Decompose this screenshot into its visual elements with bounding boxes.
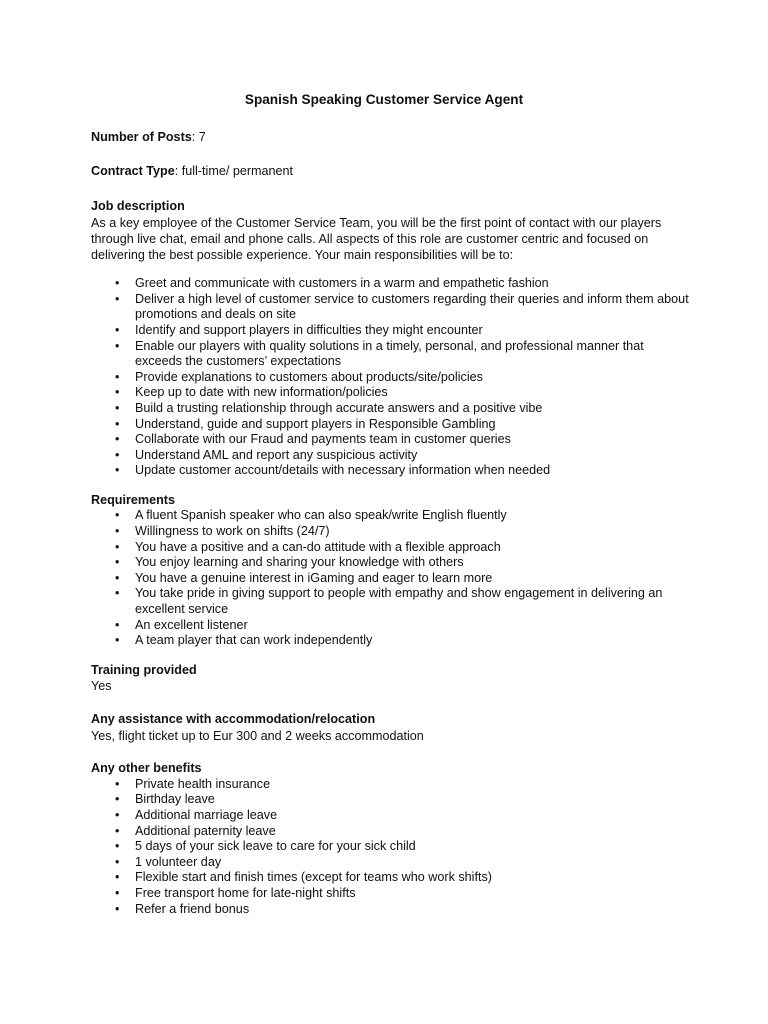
requirements-list [91, 508, 691, 648]
list-item-text: You take pride in giving support to people with empathy and show engagement in delivering an excellent service [135, 586, 663, 617]
bullet-icon: • [115, 291, 120, 306]
list-item-text: A fluent Spanish speaker who can also speak/write English fluently [135, 508, 507, 523]
bullet-icon: • [115, 839, 120, 854]
list-item [91, 276, 691, 292]
list-item-text: 1 volunteer day [135, 854, 222, 869]
list-item [91, 886, 691, 902]
bullet-icon: • [115, 369, 120, 384]
list-item-text: Provide explanations to customers about products/site/policies [135, 369, 483, 384]
list-item [91, 463, 691, 479]
contract-type [91, 164, 691, 180]
list-item-text: Greet and communicate with customers in a warm and empathetic fashion [135, 276, 549, 291]
bullet-icon: • [115, 633, 120, 648]
list-item [91, 540, 691, 556]
list-item-text: You have a positive and a can-do attitude with a flexible approach [135, 539, 501, 554]
list-item-text: Private health insurance [135, 776, 271, 791]
bullet-icon: • [115, 508, 120, 523]
bullet-icon: • [115, 432, 120, 447]
list-item [91, 870, 691, 886]
bullet-icon: • [115, 385, 120, 400]
list-item-text: Deliver a high level of customer service to customers regarding their queries and inform them about promotions and deals on site [135, 291, 689, 322]
list-item-text: A team player that can work independently [135, 633, 373, 648]
list-item [91, 448, 691, 464]
list-item [91, 855, 691, 871]
benefits-list [91, 777, 691, 917]
list-item [91, 571, 691, 587]
number-of-posts [91, 130, 691, 146]
list-item [91, 808, 691, 824]
list-item [91, 586, 691, 617]
list-item-text: Refer a friend bonus [135, 901, 250, 916]
bullet-icon: • [115, 586, 120, 601]
list-item-text: Identify and support players in difficulties they might encounter [135, 322, 483, 337]
document-body [91, 92, 691, 931]
bullet-icon: • [115, 322, 120, 337]
list-item [91, 824, 691, 840]
requirements-heading: Requirements [91, 492, 175, 507]
bullet-icon: • [115, 823, 120, 838]
list-item [91, 618, 691, 634]
list-item-text: Birthday leave [135, 792, 215, 807]
accommodation-heading: Any assistance with accommodation/relocation [91, 712, 376, 726]
training-value: Yes [91, 679, 112, 694]
list-item-text: Willingness to work on shifts (24/7) [135, 524, 330, 539]
list-item-text: Additional paternity leave [135, 823, 276, 838]
list-item-text: Free transport home for late-night shifts [135, 885, 356, 900]
page-title: Spanish Speaking Customer Service Agent [244, 92, 524, 107]
list-item-text: Additional marriage leave [135, 807, 278, 822]
list-item-text: Flexible start and finish times (except for teams who work shifts) [135, 870, 492, 885]
list-item [91, 292, 691, 323]
list-item [91, 370, 691, 386]
training-heading: Training provided [91, 662, 197, 677]
bullet-icon: • [115, 854, 120, 869]
bullet-icon: • [115, 463, 120, 478]
bullet-icon: • [115, 807, 120, 822]
posts-label: Number of Posts [91, 129, 192, 144]
list-item-text: You enjoy learning and sharing your knowledge with others [135, 555, 464, 570]
accommodation-value: Yes, flight ticket up to Eur 300 and 2 weeks accommodation [91, 728, 424, 743]
list-item [91, 902, 691, 918]
list-item-text: Understand, guide and support players in Responsible Gambling [135, 416, 496, 431]
list-item [91, 555, 691, 571]
posts-value: : 7 [191, 129, 206, 144]
bullet-icon: • [115, 617, 120, 632]
list-item [91, 417, 691, 433]
job-description-heading: Job description [91, 198, 185, 213]
list-item-text: An excellent listener [135, 617, 248, 632]
contract-label: Contract Type [91, 164, 175, 179]
list-item [91, 432, 691, 448]
list-item-text: Build a trusting relationship through accurate answers and a positive vibe [135, 400, 543, 415]
bullet-icon: • [115, 901, 120, 916]
bullet-icon: • [115, 447, 120, 462]
bullet-icon: • [115, 870, 120, 885]
list-item-text: Update customer account/details with necessary information when needed [135, 463, 551, 478]
list-item-text: Collaborate with our Fraud and payments team in customer queries [135, 432, 511, 447]
bullet-icon: • [115, 792, 120, 807]
list-item-text: Understand AML and report any suspicious activity [135, 447, 418, 462]
contract-value: : full-time/ permanent [174, 164, 294, 179]
bullet-icon: • [115, 524, 120, 539]
benefits-heading: Any other benefits [91, 761, 202, 776]
list-item [91, 385, 691, 401]
bullet-icon: • [115, 555, 120, 570]
bullet-icon: • [115, 539, 120, 554]
list-item [91, 323, 691, 339]
bullet-icon: • [115, 400, 120, 415]
list-item [91, 633, 691, 649]
list-item [91, 508, 691, 524]
list-item-text: You have a genuine interest in iGaming and eager to learn more [135, 570, 493, 585]
bullet-icon: • [115, 276, 120, 291]
list-item [91, 524, 691, 540]
job-description-intro: As a key employee of the Customer Service Team, you will be the first point of contact with our players through live chat, email and phone calls. All aspects of this role are customer centric and focused on delivering the best possible experience. Your main responsibilities will be to: [91, 216, 662, 262]
bullet-icon: • [115, 570, 120, 585]
list-item-text: 5 days of your sick leave to care for your sick child [135, 839, 416, 854]
bullet-icon: • [115, 885, 120, 900]
bullet-icon: • [115, 416, 120, 431]
list-item [91, 777, 691, 793]
list-item [91, 792, 691, 808]
responsibilities-list [91, 276, 691, 479]
list-item [91, 839, 691, 855]
list-item [91, 401, 691, 417]
list-item [91, 339, 691, 370]
list-item-text: Enable our players with quality solutions in a timely, personal, and professional manner that exceeds the customers’ expectations [135, 338, 644, 369]
bullet-icon: • [115, 776, 120, 791]
bullet-icon: • [115, 338, 120, 353]
list-item-text: Keep up to date with new information/policies [135, 385, 388, 400]
